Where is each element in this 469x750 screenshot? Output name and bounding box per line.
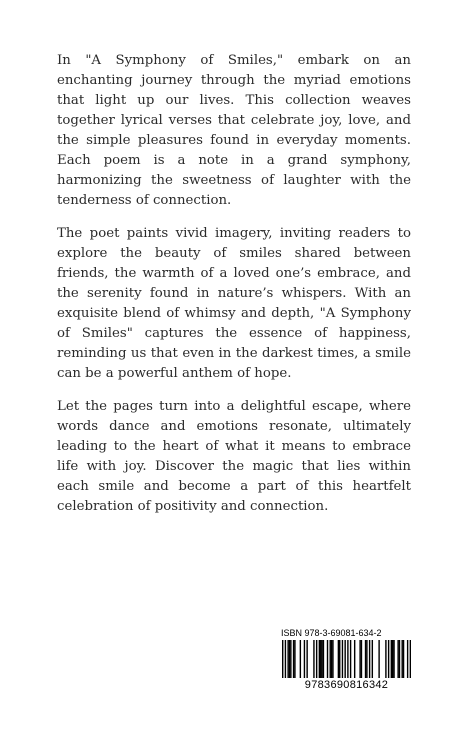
- book-description: [57, 51, 411, 530]
- description-paragraph-2: The poet paints vivid imagery, inviting readers to explore the beauty of smiles shared between friends, the warmth of a loved one’s embrace, and the serenity found in nature’s whispers. With an exquisite blend of whimsy and depth, "A Symphony of Smiles" captures the essence of happiness, reminding us that even in the darkest times, a smile can be a powerful anthem of hope.: [57, 226, 411, 381]
- description-paragraph-3: Let the pages turn into a delightful escape, where words dance and emotions resonate, ultimately leading to the heart of what it means to embrace life with joy. Discover the magic that lies within each smile and become a part of this heartfelt celebration of positivity and connection.: [57, 399, 411, 514]
- isbn-label: ISBN 978-3-69081-634-2: [281, 628, 382, 638]
- isbn-digits: 9783690816342: [281, 678, 412, 692]
- description-paragraph-1: In "A Symphony of Smiles," embark on an enchanting journey through the myriad emotions that light up our lives. This collection weaves together lyrical verses that celebrate joy, love, and the simple pleasures found in everyday moments. Each poem is a note in a grand symphony, harmonizing the sweetness of laughter with the tenderness of connection.: [57, 53, 411, 208]
- isbn-barcode-panel: [278, 623, 415, 699]
